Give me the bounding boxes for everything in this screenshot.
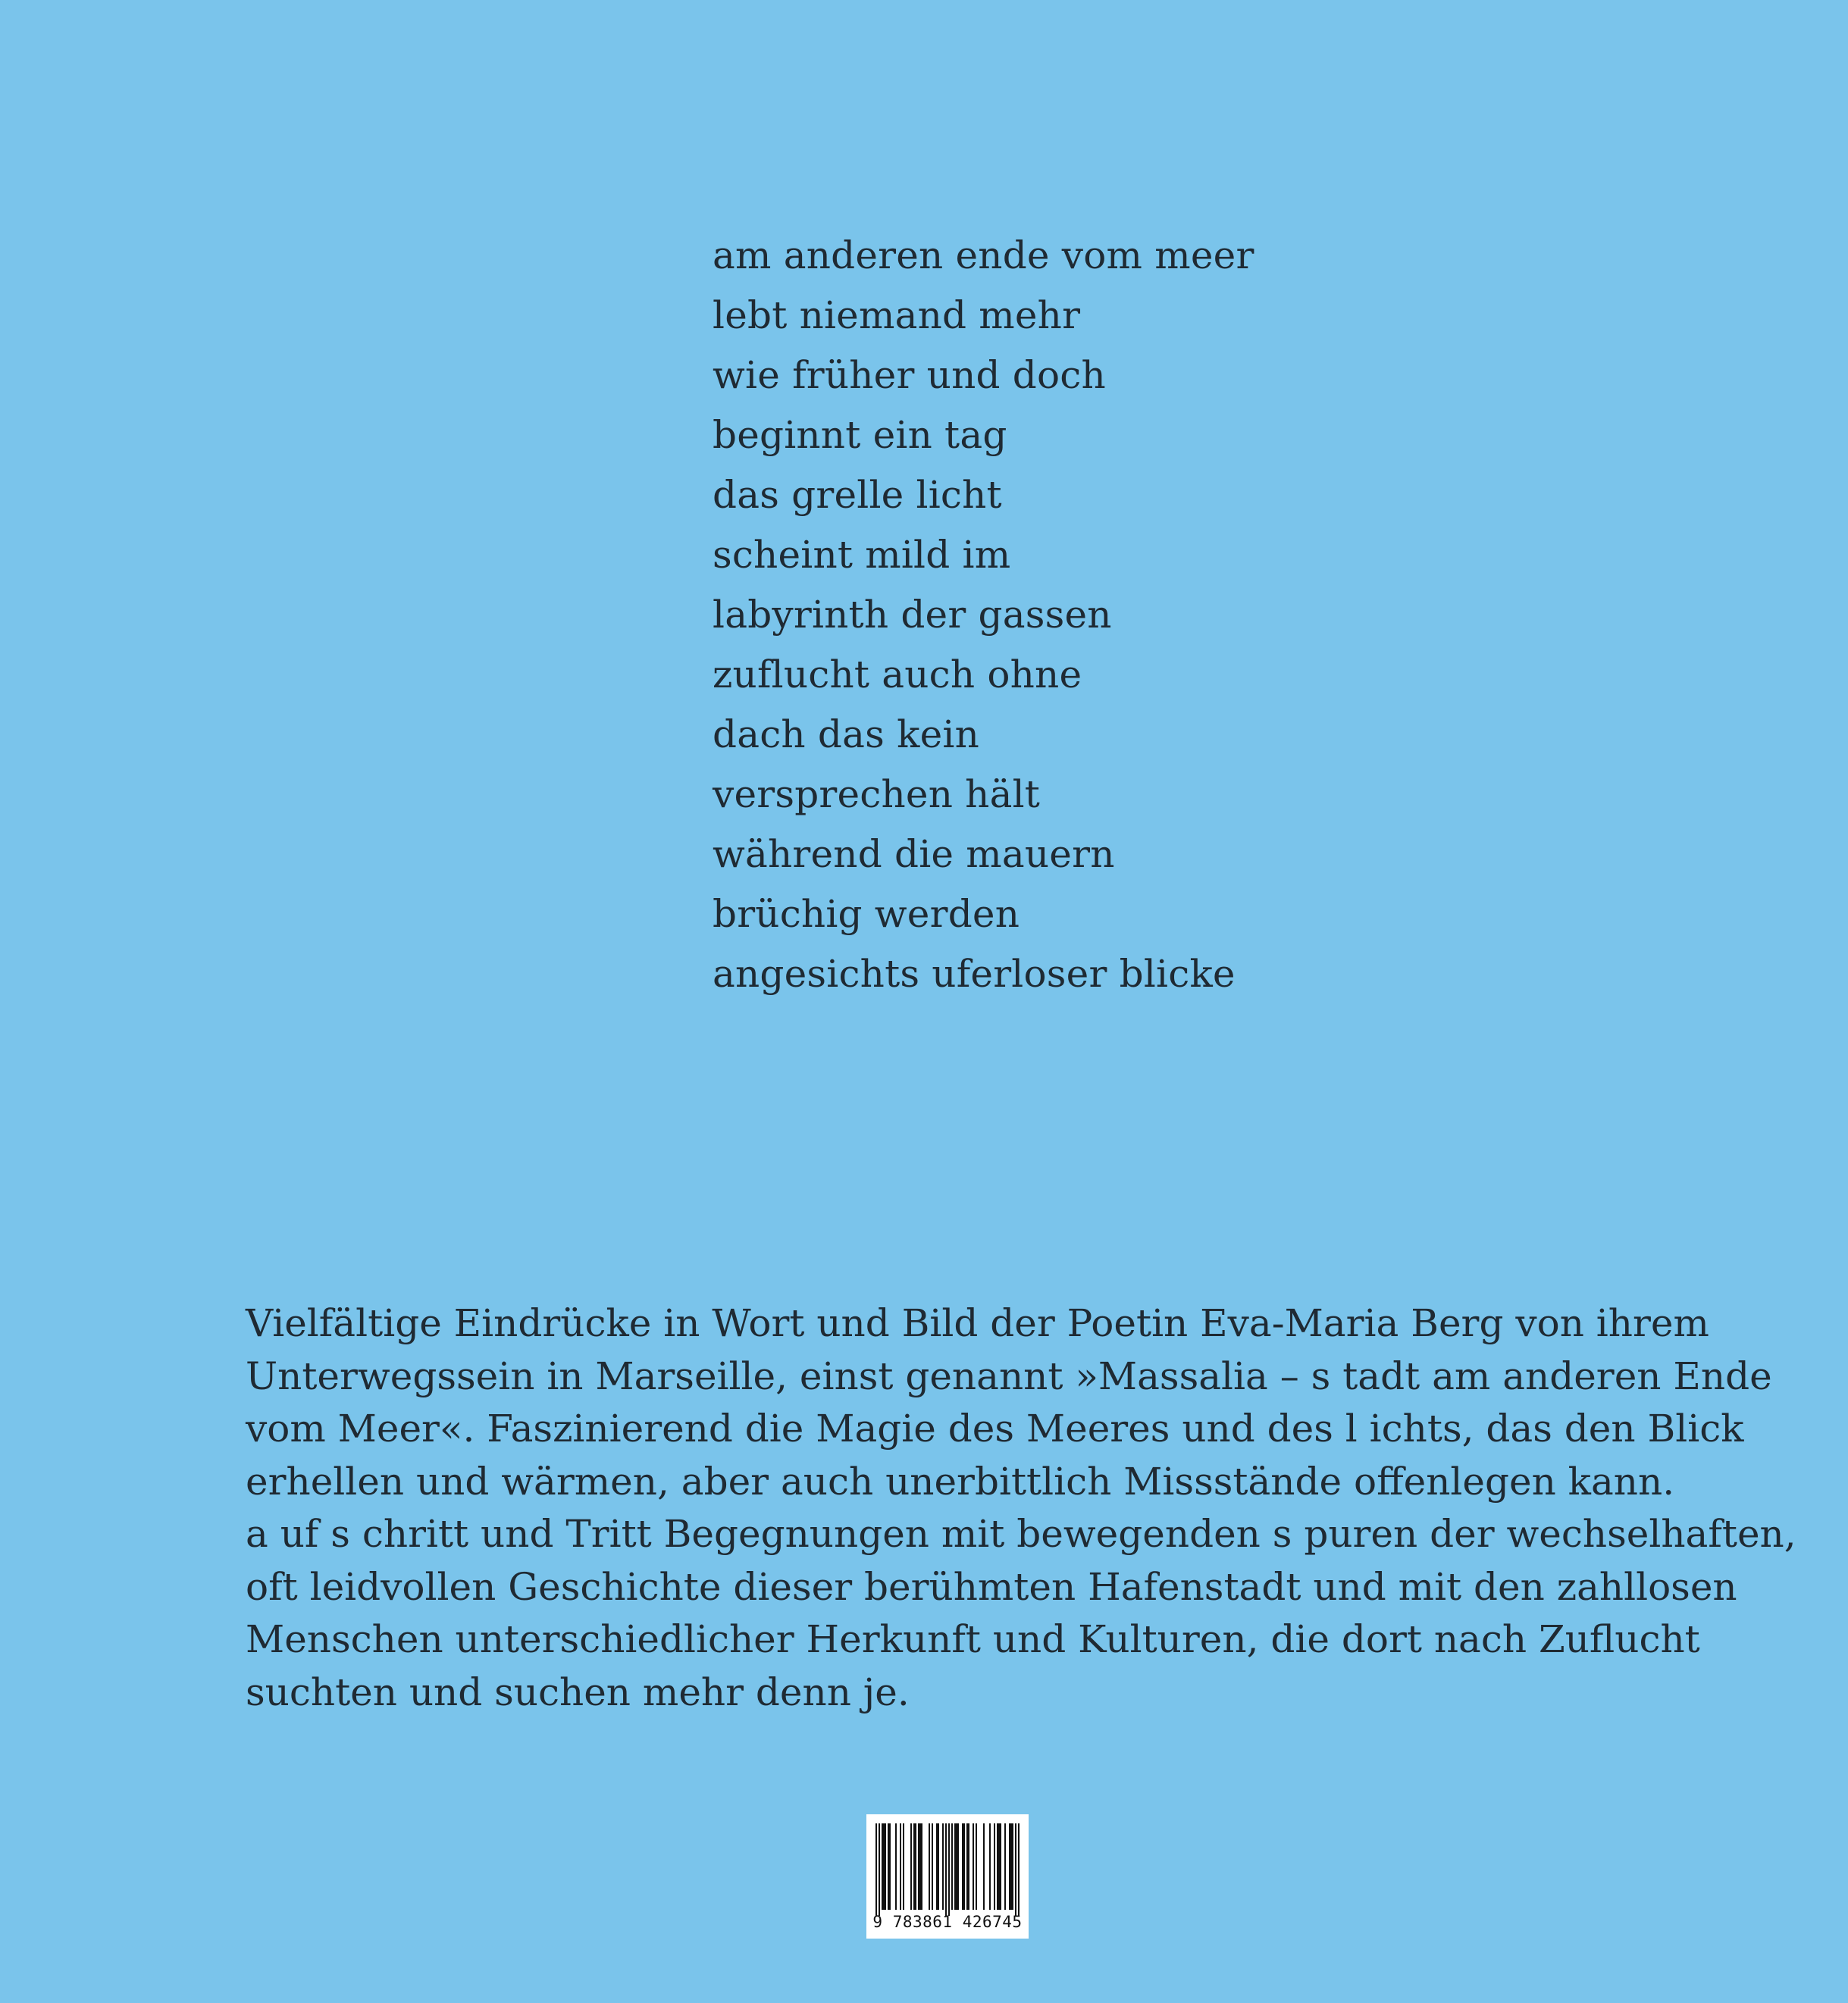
blurb-line: oft leidvollen Geschichte dieser berühmten Hafenstadt und mit den zahllosen — [246, 1564, 1737, 1609]
barcode-bar — [948, 1823, 950, 1916]
barcode-bar — [921, 1823, 922, 1910]
barcode-bar — [951, 1823, 953, 1910]
poem-line: lebt niemand mehr — [713, 293, 1081, 337]
barcode-bar — [998, 1823, 1000, 1910]
barcode-bar — [976, 1823, 977, 1910]
poem — [713, 226, 1395, 1004]
barcode-bar — [1012, 1823, 1013, 1910]
poem-line: wie früher und doch — [713, 353, 1106, 397]
barcode-bar — [929, 1823, 930, 1910]
barcode-bar — [1015, 1823, 1016, 1916]
barcode-bar — [997, 1823, 998, 1910]
barcode-bar — [882, 1823, 883, 1910]
barcode-bar — [966, 1823, 968, 1910]
barcode-bar — [938, 1823, 939, 1910]
barcode-bar — [879, 1823, 880, 1916]
barcode-bar — [888, 1823, 889, 1910]
barcode-bar — [954, 1823, 956, 1910]
barcode-bar — [932, 1823, 933, 1910]
barcode-bar — [883, 1823, 885, 1910]
barcode-bar — [942, 1823, 944, 1910]
blurb-line: Vielfältige Eindrücke in Wort und Bild der Poetin Eva-Maria Berg von ihrem — [246, 1301, 1709, 1345]
blurb-line: Menschen unterschiedlicher Herkunft und Kulturen, die dort nach Zuflucht — [246, 1617, 1700, 1661]
barcode-bar — [1000, 1823, 1001, 1910]
barcode-bar — [918, 1823, 919, 1910]
poem-line: dach das kein — [713, 712, 979, 756]
barcode-bar — [885, 1823, 886, 1910]
barcode-bar — [889, 1823, 891, 1910]
barcode-bar — [957, 1823, 959, 1910]
barcode-bar — [913, 1823, 915, 1910]
barcode-bar — [1018, 1823, 1020, 1916]
barcode-bar — [1010, 1823, 1012, 1910]
barcode-bar — [973, 1823, 974, 1910]
barcode-bar — [915, 1823, 916, 1910]
barcode-bar — [945, 1823, 947, 1916]
barcode-bar — [983, 1823, 985, 1910]
poem-line: während die mauern — [713, 832, 1115, 876]
isbn-barcode — [866, 1814, 1029, 1939]
barcode-bar — [956, 1823, 957, 1910]
blurb-line: vom Meer«. Faszinierend die Magie des Meeres und des l ichts, das den Blick — [246, 1407, 1744, 1451]
barcode-digits: 9 783861 426745 — [872, 1913, 1023, 1931]
barcode-bar — [989, 1823, 991, 1910]
poem-line: beginnt ein tag — [713, 413, 1007, 457]
poem-line: versprechen hält — [713, 772, 1041, 816]
barcode-bar — [936, 1823, 938, 1910]
blurb-line: suchten und suchen mehr denn je. — [246, 1670, 910, 1714]
poem-line: am anderen ende vom meer — [713, 233, 1254, 277]
barcode-bar — [1004, 1823, 1006, 1910]
barcode-bar — [900, 1823, 901, 1910]
barcode-bar — [968, 1823, 969, 1910]
blurb-line: erhellen und wärmen, aber auch unerbittlich Missstände offenlegen kann. — [246, 1459, 1675, 1504]
barcode-bar — [910, 1823, 912, 1910]
poem-line: angesichts uferloser blicke — [713, 952, 1236, 996]
blurb-text — [246, 1297, 1796, 1719]
barcode-bar — [903, 1823, 904, 1910]
poem-line: scheint mild im — [713, 533, 1011, 577]
barcode-bar — [919, 1823, 921, 1910]
blurb-line: a uf s chritt und Tritt Begegnungen mit bewegenden s puren der wechselhaften, — [246, 1512, 1796, 1556]
barcode-bar — [895, 1823, 897, 1910]
poem-line: das grelle licht — [713, 473, 1002, 517]
barcode-bar — [994, 1823, 995, 1910]
barcode-bar — [962, 1823, 963, 1910]
poem-line: brüchig werden — [713, 892, 1020, 936]
poem-line: labyrinth der gassen — [713, 593, 1112, 637]
barcode-bar — [1009, 1823, 1010, 1910]
barcode-bar — [875, 1823, 877, 1916]
poem-line: zuflucht auch ohne — [713, 653, 1082, 696]
blurb-line: Unterwegssein in Marseille, einst genannt »Massalia – s tadt am anderen Ende — [246, 1354, 1772, 1398]
barcode-bar — [963, 1823, 965, 1910]
